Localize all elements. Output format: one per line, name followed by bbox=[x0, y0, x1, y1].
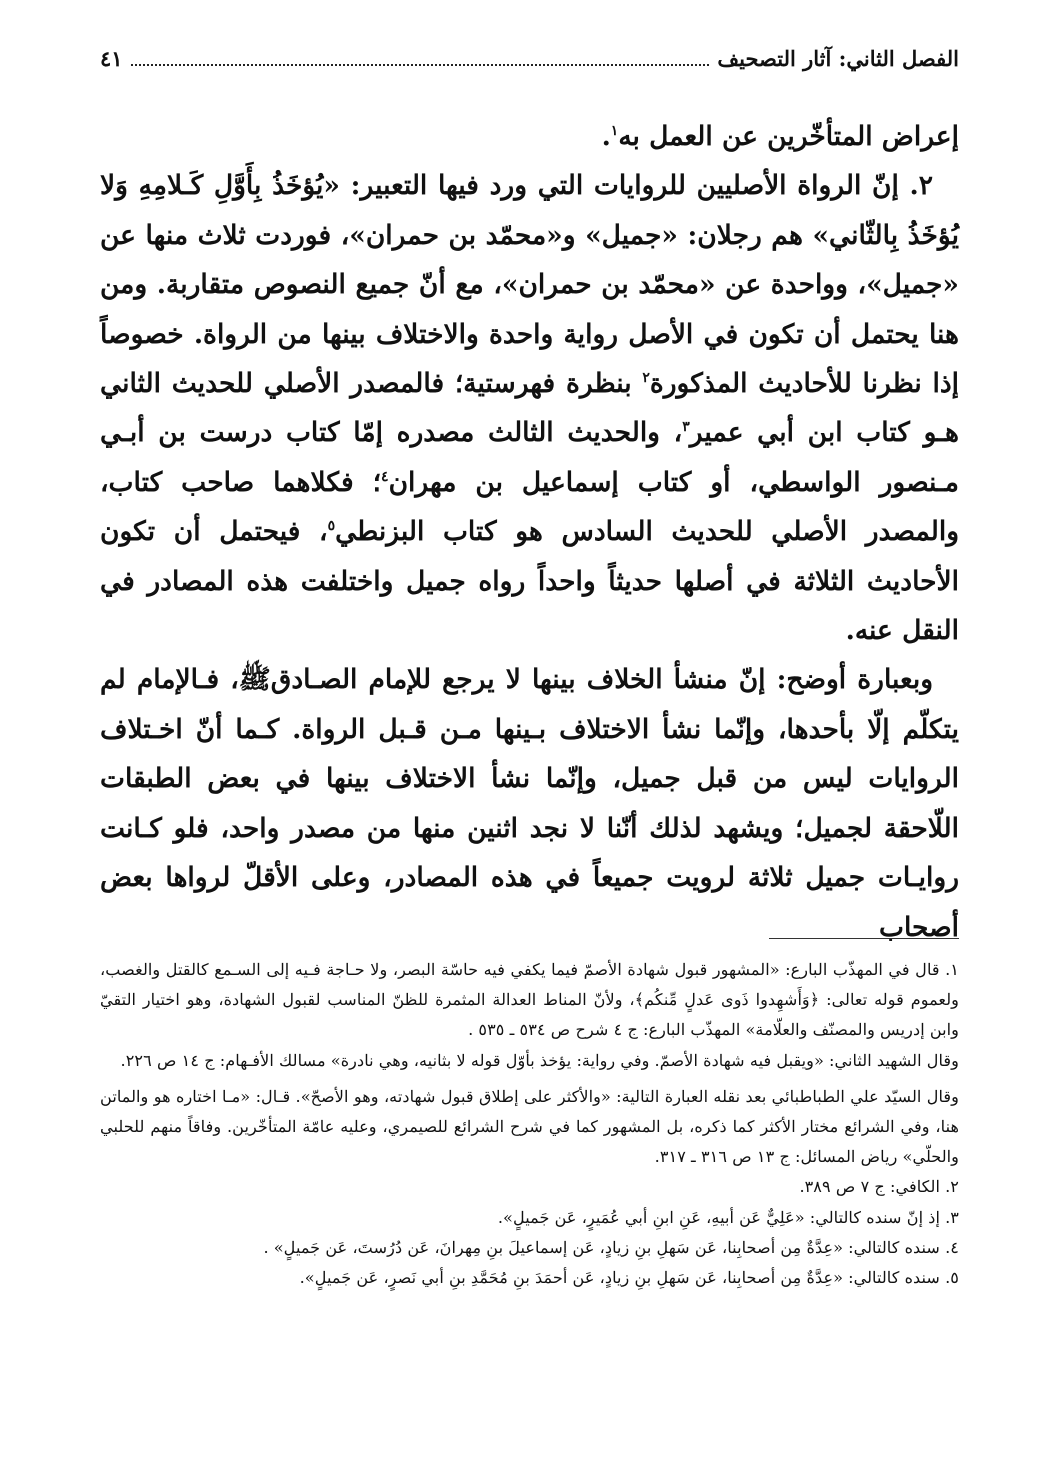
main-text bbox=[100, 112, 959, 952]
footnote-ref-1: ١ bbox=[610, 123, 619, 140]
footnote-ref-2: ٢ bbox=[642, 370, 650, 387]
footnote-1-b: وقال الشهيد الثاني: «ويقبل فيه شهادة الأصمّ. وفي رواية: يؤخذ بأوّل قوله لا بثانيه، وهي نادرة» مسالك الأفـهام: ج ١٤ ص ٢٢٦. bbox=[120, 1050, 959, 1070]
footnote-ref-3: ٣ bbox=[682, 419, 690, 436]
footnote-2: ٢. الكافي: ج ٧ ص ٣٨٩. bbox=[799, 1177, 959, 1197]
paragraph-1: إعراض المتأخّرين عن العمل به$^١$. bbox=[601, 121, 959, 152]
paragraph-2-part-d: ؛ فكلاهما صاحب كتاب، والمصدر الأصلي للحديث السادس هو كتاب البزنطي bbox=[100, 466, 959, 548]
paragraph-2-part-b: بنظرة فهرستية؛ فالمصدر الأصلي للحديث الثاني هـو كتاب ابن أبي عمير bbox=[100, 368, 960, 449]
page-number: ٤١ bbox=[100, 46, 123, 71]
footnote-5: ٥. سنده كالتالي: «عِدَّةٌ مِن أصحابِنا، عَن سَهلِ بنِ زيادٍ، عَن أحمَدَ بنِ مُحَمَّدِ بنِ أبي نَصرٍ، عَن جَميلٍ». bbox=[299, 1268, 959, 1288]
footnotes bbox=[100, 955, 959, 1293]
paragraph-3: وبعبارة أوضح: إنّ منشأ الخلاف بينها لا يرجع للإمام الصـادقﷺ، فـالإمام لم يتكلّم إلّا بأحدها، وإنّما نشأ الاختلاف بـينها مـن قـبل الرواة. كـما أنّ اخـتلاف الروايات ليس من قبل جميل، وإنّما نشأ الاختلاف بينها في بعض الطبقات اللّاحقة لجميل؛ ويشهد لذلك أنّنا لا نجد اثنين منها من مصدر واحد، فلو كـانت روايـات جميل ثلاثة لرويت جميعاً في هذه المصادر، وعلى الأقلّ لرواها بعض أصحاب bbox=[100, 664, 959, 943]
footnote-separator bbox=[769, 938, 959, 939]
paragraph-2-part-a: ٢. إنّ الرواة الأصليين للروايات التي ورد فيها التعبير: «يُؤخَذُ بِأَوَّلِ كَـلامِهِ وَلا يُؤخَذُ بِالثّاني» هم رجلان: «جميل» و«محمّد بن حمران»، فوردت ثلاث منها عن «جميل»، وواحدة عن «محمّد بن حمران»، مع أنّ جميع النصوص متقاربة. ومن هنا يحتمل أن تكون في الأصل رواية واحدة والاختلاف بينها من الرواة. خصوصاً إذا نظرنا للأحاديث المذكورة bbox=[100, 170, 959, 400]
chapter-title: الفصل الثاني: آثار التصحيف bbox=[717, 46, 959, 71]
paragraph-2 bbox=[100, 161, 959, 655]
running-header bbox=[100, 46, 959, 71]
footnote-3: ٣. إذ إنّ سنده كالتالي: «عَلِيٌّ عَن أبيهِ، عَنِ ابنِ أبي عُمَيرٍ، عَن جَميلٍ». bbox=[497, 1207, 959, 1227]
footnote-4: ٤. سنده كالتالي: «عِدَّةٌ مِن أصحابِنا، عَن سَهلِ بنِ زيادٍ، عَن إسماعيلَ بنِ مِهرانَ، عَن دُرُستَ، عَن جَميلٍ» . bbox=[263, 1237, 959, 1257]
footnote-1-c: وقال السيّد علي الطباطبائي بعد نقله العبارة التالية: «والأكثر على إطلاق قبول شهادته، وهو الأصحّ». قـال: «مـا اختاره هو والماتن هنا، وفي الشرائع مختار الأكثر كما ذكره، بل المشهور كما في شرح الشرائع للصيمري، وعليه عامّة المتأخّرين. وفاقاً منهم للحلبي والحلّي» رياض المسائل: ج ١٣ ص ٣١٦ ـ ٣١٧. bbox=[100, 1086, 959, 1167]
paragraph-2-part-c: ، والحديث الثالث مصدره إمّا كتاب درست بن أبـي مـنصور الواسطي، أو كتاب إسماعيل بن مهران bbox=[100, 417, 959, 498]
paragraph-2-part-e: ، فيحتمل أن تكون الأحاديث الثلاثة في أصلها حديثاً واحداً رواه جميل واختلفت هذه المصادر في النقل عنه. bbox=[100, 516, 959, 647]
footnote-ref-5: ٥ bbox=[327, 518, 336, 535]
footnote-1-a: ١. قال في المهذّب البارع: «المشهور قبول شهادة الأصمّ فيما يكفي فيه حاسّة البصر، ولا حـاجة فـيه إلى السـمع كالقتل والغصب، ولعموم قوله تعالى: ﴿وَأَشهِدوا ذَوى عَدلٍ مِّنكُم﴾، ولأنّ المناط العدالة المثمرة للظنّ المناسب لقبول الشهادة، وهو اختيار التقيّ وابن إدريس والمصنّف والعلّامة» المهذّب البارع: ج ٤ شرح ص ٥٣٤ ـ ٥٣٥ . bbox=[100, 960, 959, 1040]
footnote-ref-4: ٤ bbox=[381, 469, 389, 486]
paragraph-1-text: إعراض المتأخّرين عن العمل به bbox=[618, 121, 959, 152]
leader-dots bbox=[131, 50, 710, 66]
